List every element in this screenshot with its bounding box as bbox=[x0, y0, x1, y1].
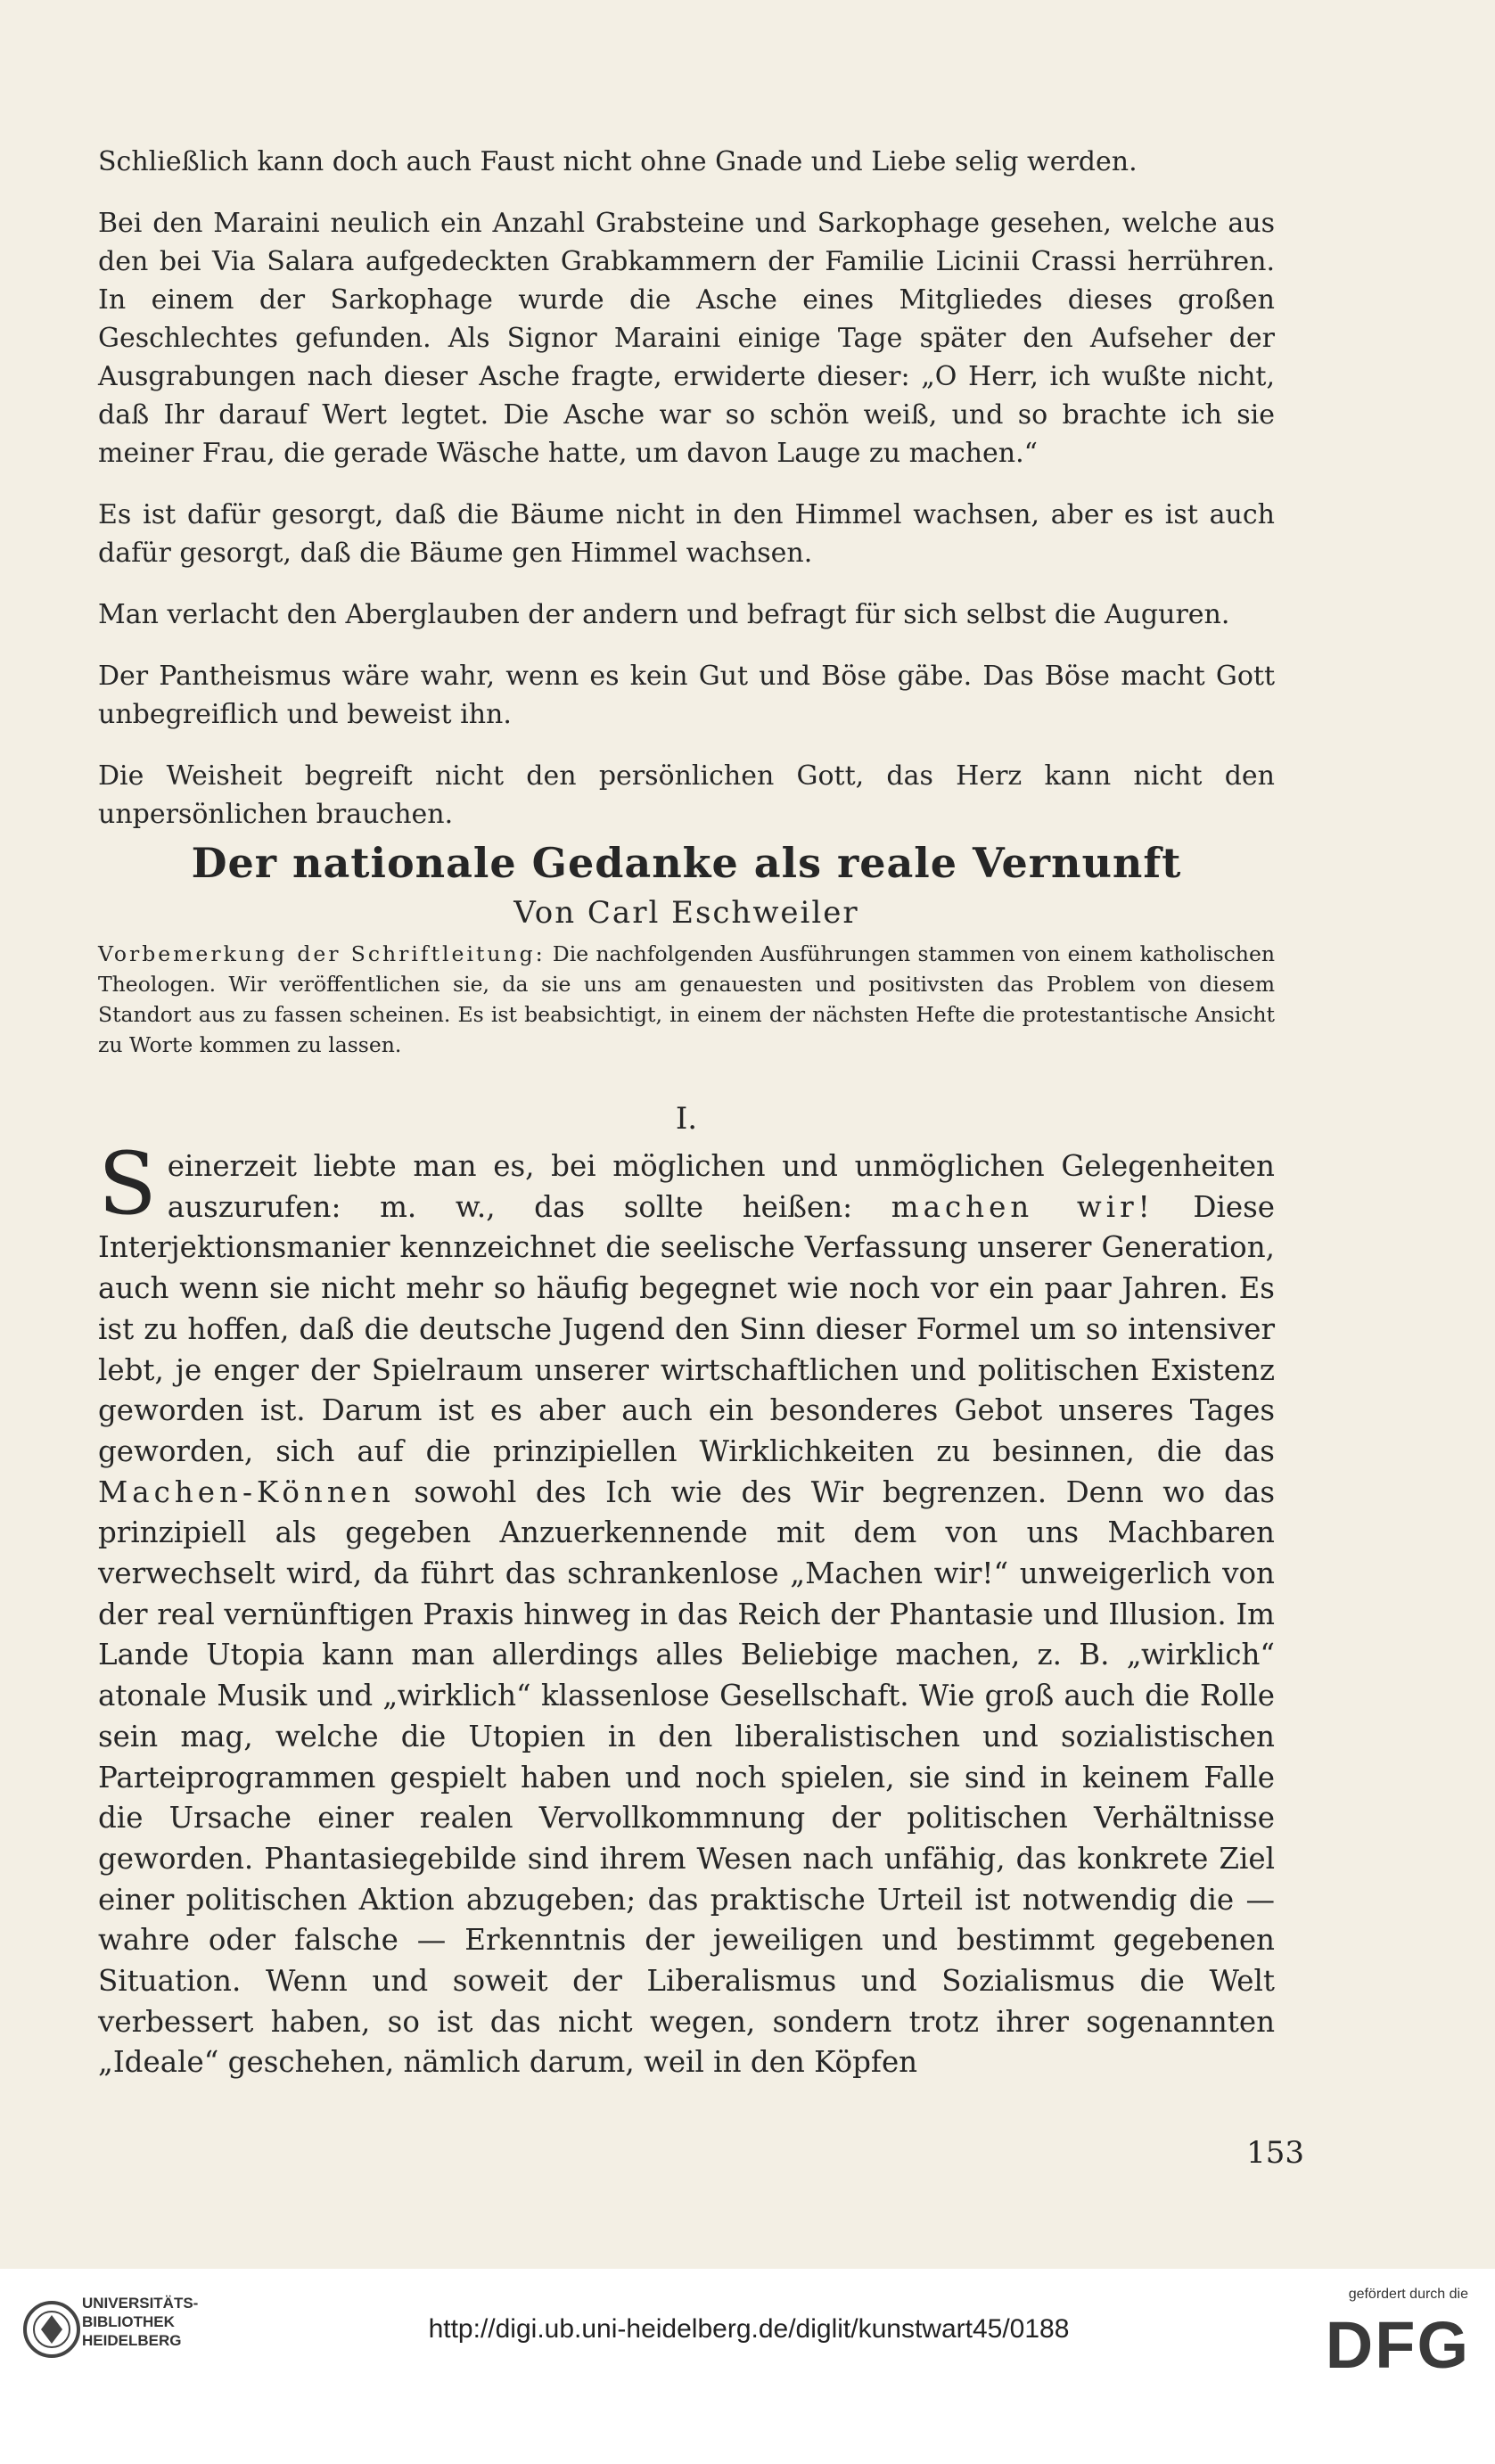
library-name-line: HEIDELBERG bbox=[82, 2332, 182, 2349]
body-text-lead: einerzeit liebte man es, bei möglichen und unmöglichen Gelegenheiten auszurufen: m. w., das sollte heißen: bbox=[167, 1149, 1275, 1224]
body-emphasis: machen wir! bbox=[891, 1189, 1154, 1224]
digitization-footer bbox=[0, 2269, 1495, 2464]
aphorism-paragraph: Schließlich kann doch auch Faust nicht ohne Gnade und Liebe selig werden. bbox=[98, 146, 1138, 177]
section-number: I. bbox=[675, 1101, 698, 1137]
library-name bbox=[82, 2294, 198, 2350]
aphorisms-block bbox=[98, 143, 1275, 857]
dfg-logo: DFG bbox=[1325, 2308, 1470, 2382]
aphorism-paragraph: Es ist dafür gesorgt, daß die Bäume nicht in den Himmel wachsen, aber es ist auch dafür gesorgt, daß die Bäume gen Himmel wachsen. bbox=[98, 499, 1275, 569]
body-text-middle: Diese Interjektionsmanier kennzeichnet die seelische Verfassung unserer Generation, auch wenn sie nicht mehr so häufig begegnet wie noch vor ein paar Jahren. Es ist zu hoffen, daß die deutsche Jugend den Sinn dieser Formel um so intensiver lebt, je enger der Spielraum unserer wirtschaftlichen und politischen Existenz geworden ist. Darum ist es aber auch ein besonderes Gebot unseres Tages geworden, sich auf die prinzipiellen Wirklichkeiten zu besinnen, die das bbox=[98, 1189, 1275, 1468]
article-byline: Von Carl Eschweiler bbox=[513, 895, 859, 931]
funding-caption: gefördert durch die bbox=[1348, 2287, 1468, 2302]
body-emphasis: Machen-Können bbox=[98, 1474, 395, 1509]
library-name-line: UNIVERSITÄTS- bbox=[82, 2295, 199, 2312]
article-title: Der nationale Gedanke als reale Vernunft bbox=[191, 839, 1182, 887]
article-paragraph bbox=[98, 1134, 1275, 2083]
library-name-line: BIBLIOTHEK bbox=[82, 2313, 175, 2330]
editorial-note bbox=[98, 939, 1275, 1060]
drop-cap: S bbox=[98, 1134, 157, 1234]
permalink-url[interactable]: http://digi.ub.uni-heidelberg.de/diglit/kunstwart45/0188 bbox=[428, 2314, 1070, 2344]
editorial-note-text: Die nachfolgenden Ausführungen stammen von einem katholischen Theologen. Wir veröffentlichen sie, da sie uns am genauesten und positivsten das Problem von diesem Standort aus zu fassen scheinen. Es ist beabsichtigt, in einem der nächsten Hefte die protestantische Ansicht zu Worte kommen zu lassen. bbox=[98, 941, 1275, 1057]
aphorism-paragraph: Man verlacht den Aberglauben der andern und befragt für sich selbst die Auguren. bbox=[98, 599, 1230, 630]
body-text-rest: sowohl des Ich wie des Wir begrenzen. Denn wo das prinzipiell als gegeben Anzuerkennende mit dem von uns Machbaren verwechselt wird, da führt das schrankenlose „Machen wir!“ unweigerlich von der real vernünftigen Praxis hinweg in das Reich der Phantasie und Illusion. Im Lande Utopia kann man allerdings alles Beliebige machen, z. B. „wirklich“ atonale Musik und „wirklich“ klassenlose Gesellschaft. Wie groß auch die Rolle sein mag, welche die Utopien in den liberalistischen und sozialistischen Parteiprogrammen gespielt haben und noch spielen, sie sind in keinem Falle die Ursache einer realen Vervollkommnung der politischen Verhältnisse geworden. Phantasiegebilde sind ihrem Wesen nach unfähig, das konkrete Ziel einer politischen Aktion abzugeben; das praktische Urteil ist notwendig die — wahre oder falsche — Erkenntnis der jeweiligen und bestimmt gegebenen Situation. Wenn und soweit der Liberalismus und Sozialismus die Welt verbessert haben, so ist das nicht wegen, sondern trotz ihrer sogenannten „Ideale“ geschehen, nämlich darum, weil in den Köpfen bbox=[98, 1474, 1275, 2080]
aphorism-paragraph: Die Weisheit begreift nicht den persönlichen Gott, das Herz kann nicht den unpersönlichen brauchen. bbox=[98, 760, 1275, 830]
aphorism-paragraph: Der Pantheismus wäre wahr, wenn es kein Gut und Böse gäbe. Das Böse macht Gott unbegreiflich und beweist ihn. bbox=[98, 661, 1275, 730]
page-number: 153 bbox=[1246, 2135, 1304, 2171]
aphorism-paragraph: Bei den Maraini neulich ein Anzahl Grabsteine und Sarkophage gesehen, welche aus den bei Via Salara aufgedeckten Grabkammern der Familie Licinii Crassi herrühren. In einem der Sarkophage wurde die Asche eines Mitgliedes dieses großen Geschlechtes gefunden. Als Signor Maraini einige Tage später den Aufseher der Ausgrabungen nach dieser Asche fragte, erwiderte dieser: „O Herr, ich wußte nicht, daß Ihr darauf Wert legtet. Die Asche war so schön weiß, und so brachte ich sie meiner Frau, die gerade Wäsche hatte, um davon Lauge zu machen.“ bbox=[98, 208, 1275, 469]
article-body bbox=[98, 1134, 1275, 2083]
editorial-note-label: Vorbemerkung der Schriftleitung: bbox=[98, 941, 546, 966]
